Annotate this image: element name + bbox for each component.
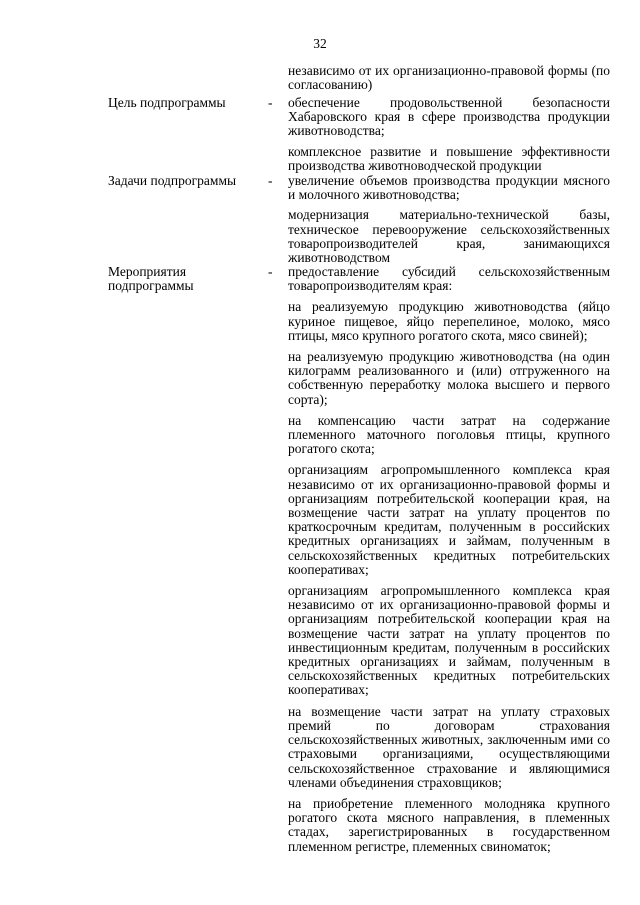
paragraph: организациям агропромышленного комплекса края независимо от их организационно-правовой формы и организациям потребительской кооперации края на возмещение части затрат на уплату процентов по инвестиционным кредитам, полученным в российских кредитных организациях и займам, полученным в сельскохозяйственных кредитных потребительских кооперативах;	[288, 583, 610, 698]
paragraph: предоставление субсидий сельскохозяйственным товаропроизводителям края:	[288, 264, 610, 294]
paragraph: на реализуемую продукцию животноводства (яйцо куриное пищевое, яйцо перепелиное, молоко, мясо птицы, мясо крупного рогатого скота, мясо свиней);	[288, 299, 610, 343]
paragraph: на реализуемую продукцию животноводства (на один килограмм реализованного и (или) отгруженного на собственную переработку молока высшего и первого сорта);	[288, 349, 610, 407]
paragraph: на возмещение части затрат на уплату страховых премий по договорам страхования сельскохозяйственных животных, заключенным ими со страховыми организациями, осуществляющими сельскохозяйственное страхование и являющимися членами объединения страховщиков;	[288, 703, 610, 790]
section-body	[288, 174, 610, 265]
section-label: Задачи подпрограммы	[108, 173, 237, 188]
paragraph: организациям агропромышленного комплекса края независимо от их организационно-правовой формы и организациям потребительской кооперации края, на возмещение части затрат на уплату процентов по краткосрочным кредитам, полученным в российских кредитных организациях и займам, полученным в сельскохозяйственных кредитных потребительских кооперативах;	[288, 462, 610, 577]
paragraph: на компенсацию части затрат на содержание племенного маточного поголовья птицы, крупного рогатого скота;	[288, 412, 610, 457]
section-dash: -	[268, 95, 273, 110]
page-number: 32	[313, 36, 327, 51]
section-dash: -	[268, 264, 273, 279]
paragraph: комплексное развитие и повышение эффективности производства животноводческой продукции	[288, 143, 610, 173]
paragraph: обеспечение продовольственной безопасности Хабаровского края в сфере производства продукции животноводства;	[288, 95, 610, 139]
section-body	[288, 96, 610, 173]
section-body	[288, 265, 610, 854]
paragraph: увеличение объемов производства продукции мясного и молочного животноводства;	[288, 173, 610, 203]
paragraph: модернизация материально-технической базы, техническое перевооружение сельскохозяйственных товаропроизводителей края, занимающихся животноводством	[288, 207, 610, 266]
section-label: Цель подпрограммы	[108, 95, 226, 110]
section-label: Мероприятия подпрограммы	[108, 264, 194, 294]
paragraph: на приобретение племенного молодняка крупного рогатого скота мясного направления, в племенных стадах, зарегистрированных в государственном племенном регистре, племенных свиноматок;	[288, 795, 610, 854]
section-dash: -	[268, 173, 273, 188]
continuation-text: независимо от их организационно-правовой формы (по согласованию)	[288, 63, 610, 93]
